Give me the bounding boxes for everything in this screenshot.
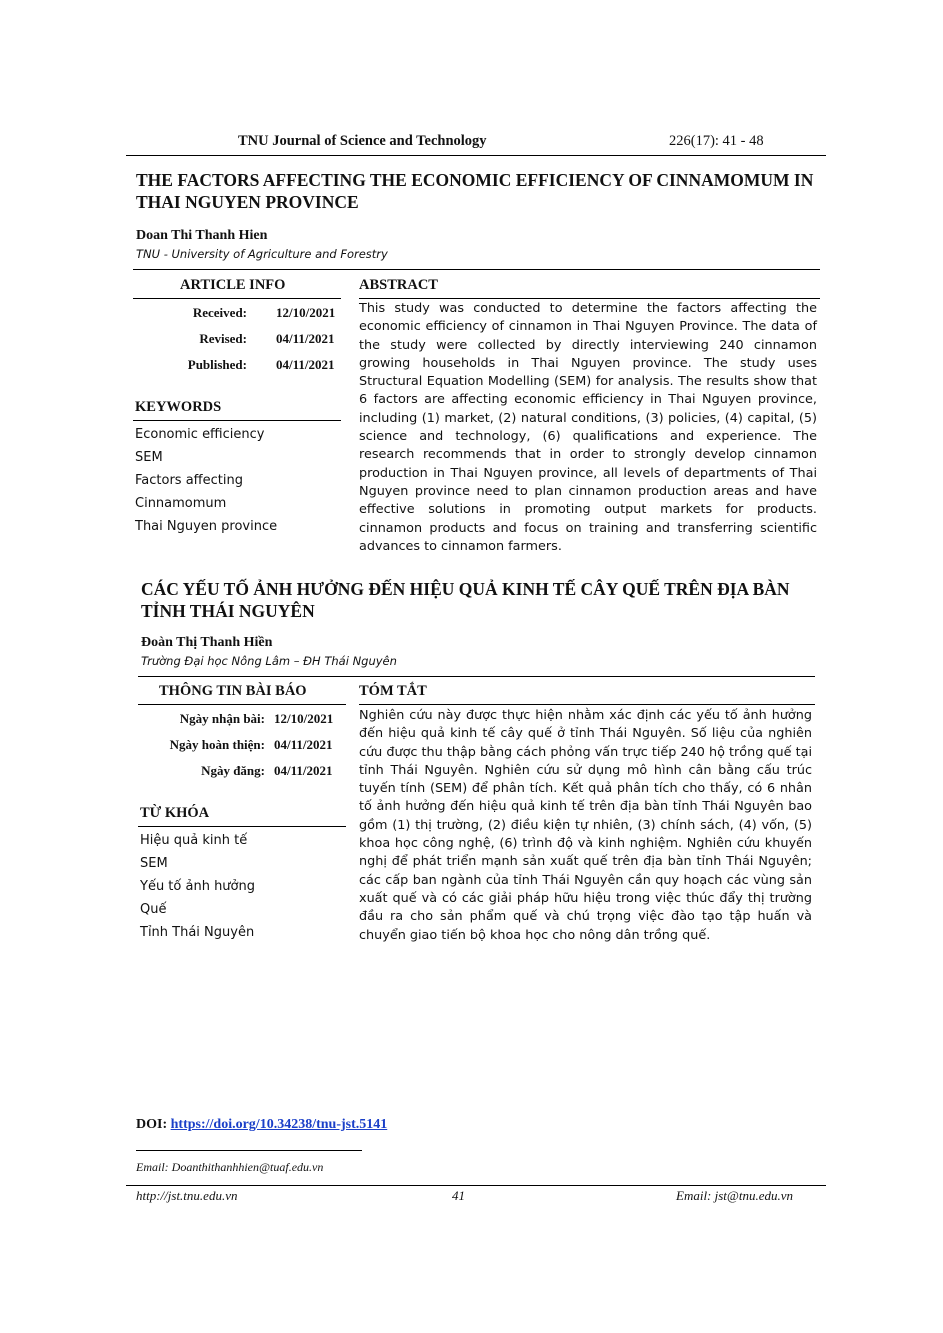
english-info-top-rule <box>133 269 820 270</box>
footer-email: Email: jst@tnu.edu.vn <box>676 1188 794 1203</box>
vietnamese-info-top-rule <box>138 676 815 677</box>
keyword: Yếu tố ảnh hưởng <box>140 879 255 894</box>
english-keywords-rule <box>133 420 341 421</box>
english-title: THE FACTORS AFFECTING THE ECONOMIC EFFICIENCY OF CINNAMOMUM IN THAI NGUYEN PROVINCE <box>136 170 814 212</box>
english-abstract-heading: ABSTRACT <box>359 277 438 293</box>
footer-website: http://jst.tnu.edu.vn <box>136 1188 238 1203</box>
english-abstract-rule <box>359 298 820 299</box>
keyword: Economic efficiency <box>135 427 265 442</box>
doi-link[interactable]: https://doi.org/10.34238/tnu-jst.5141 <box>170 1117 388 1132</box>
footnote-rule <box>136 1150 362 1151</box>
date-label: Ngày đăng: <box>201 763 265 778</box>
footer-rule <box>126 1185 826 1186</box>
date-value: 04/11/2021 <box>274 763 333 778</box>
keyword: Tỉnh Thái Nguyên <box>140 925 255 940</box>
author-email: Email: Doanthithanhhien@tuaf.edu.vn <box>136 1160 324 1174</box>
doi-line <box>136 1117 387 1133</box>
vietnamese-abstract-heading: TÓM TẮT <box>359 683 427 699</box>
keyword: Thai Nguyen province <box>135 519 278 534</box>
vietnamese-author: Đoàn Thị Thanh Hiền <box>141 635 273 650</box>
volume-pages: 226(17): 41 - 48 <box>669 133 764 149</box>
date-label: Ngày hoàn thiện: <box>169 737 265 752</box>
english-keywords-heading: KEYWORDS <box>135 399 222 415</box>
date-label: Published: <box>187 357 247 372</box>
doi-label: DOI: <box>136 1117 168 1132</box>
journal-name: TNU Journal of Science and Technology <box>238 133 487 149</box>
english-info-rule <box>133 298 341 299</box>
header-rule <box>126 155 826 156</box>
vietnamese-keywords-rule <box>138 826 346 827</box>
keyword: Cinnamomum <box>135 496 227 511</box>
date-value: 12/10/2021 <box>276 305 336 320</box>
date-value: 12/10/2021 <box>274 711 334 726</box>
english-affiliation: TNU - University of Agriculture and Forestry <box>136 247 388 261</box>
date-value: 04/11/2021 <box>276 331 335 346</box>
date-label: Revised: <box>199 331 247 346</box>
vietnamese-title: CÁC YẾU TỐ ẢNH HƯỞNG ĐẾN HIỆU QUẢ KINH TẾ CÂY QUẾ TRÊN ĐỊA BÀN TỈNH THÁI NGUYÊN <box>141 579 790 621</box>
date-label: Received: <box>192 305 247 320</box>
keyword: Hiệu quả kinh tế <box>140 833 248 848</box>
vietnamese-abstract-rule <box>359 704 815 705</box>
keyword: Quế <box>140 902 167 917</box>
date-value: 04/11/2021 <box>276 357 335 372</box>
vietnamese-affiliation: Trường Đại học Nông Lâm – ĐH Thái Nguyên <box>141 654 397 668</box>
vietnamese-info-rule <box>138 704 346 705</box>
keyword: SEM <box>135 450 163 465</box>
keyword: Factors affecting <box>135 473 243 488</box>
vietnamese-keywords-heading: TỪ KHÓA <box>140 805 210 821</box>
english-author: Doan Thi Thanh Hien <box>136 228 268 243</box>
footer-page-number: 41 <box>452 1188 465 1203</box>
vietnamese-article-info-heading: THÔNG TIN BÀI BÁO <box>159 683 307 699</box>
date-label: Ngày nhận bài: <box>179 711 265 726</box>
english-abstract-text: This study was conducted to determine the factors affecting the economic efficiency of cinnamon in Thai Nguyen Province. The data of the study were collected by directly interviewing 240 cinnamon growing households in Thai Nguyen province. The study uses Structural Equation Modelling (SEM) for analysis. The results show that 6 factors are affecting economic efficiency in Thai Nguyen province, including (1) market, (2) natural conditions, (3) policies, (4) capital, (5) science and technology, (6) qualifications and experience. The research recommends that in order to strongly develop cinnamon production in Thai Nguyen province, all levels of departments of Thai Nguyen province need to plan cinnamon production areas and have effective solutions in promoting output markets for products. cinnamon products and focus on training and transferring scientific advances to cinnamon farmers. <box>359 301 817 554</box>
keyword: SEM <box>140 856 168 871</box>
vietnamese-abstract-text: Nghiên cứu này được thực hiện nhằm xác định các yếu tố ảnh hưởng đến hiệu quả kinh tế cây quế ở tỉnh Thái Nguyên. Số liệu của nghiên cứu được thu thập bằng cách phỏng vấn trực tiếp 240 hộ trồng quế tại tỉnh Thái Nguyên. Nghiên cứu sử dụng mô hình cân bằng cấu trúc tuyến tính (SEM) để phân tích. Kết quả phân tích cho thấy, có 6 nhân tố ảnh hưởng đến hiệu quả kinh tế trên địa bàn tỉnh Thái Nguyên bao gồm (1) thị trường, (2) điều kiện tự nhiên, (3) chính sách, (4) vốn, (5) khoa học công nghệ, (6) trình độ và kinh nghiệm. Nghiên cứu khuyến nghị để phát triển mạnh sản xuất quế trên địa bàn tỉnh Thái Nguyên; các cấp ban ngành của tỉnh Thái Nguyên cần quy hoạch các vùng sản xuất quế và có các giải pháp hữu hiệu trong việc thúc đẩy thị trường đầu ra cho sản phẩm quế và chú trọng việc đào tạo tập huấn và chuyển giao tiến bộ khoa học cho nông dân trồng quế. <box>359 708 812 943</box>
english-article-info-heading: ARTICLE INFO <box>180 277 286 293</box>
date-value: 04/11/2021 <box>274 737 333 752</box>
